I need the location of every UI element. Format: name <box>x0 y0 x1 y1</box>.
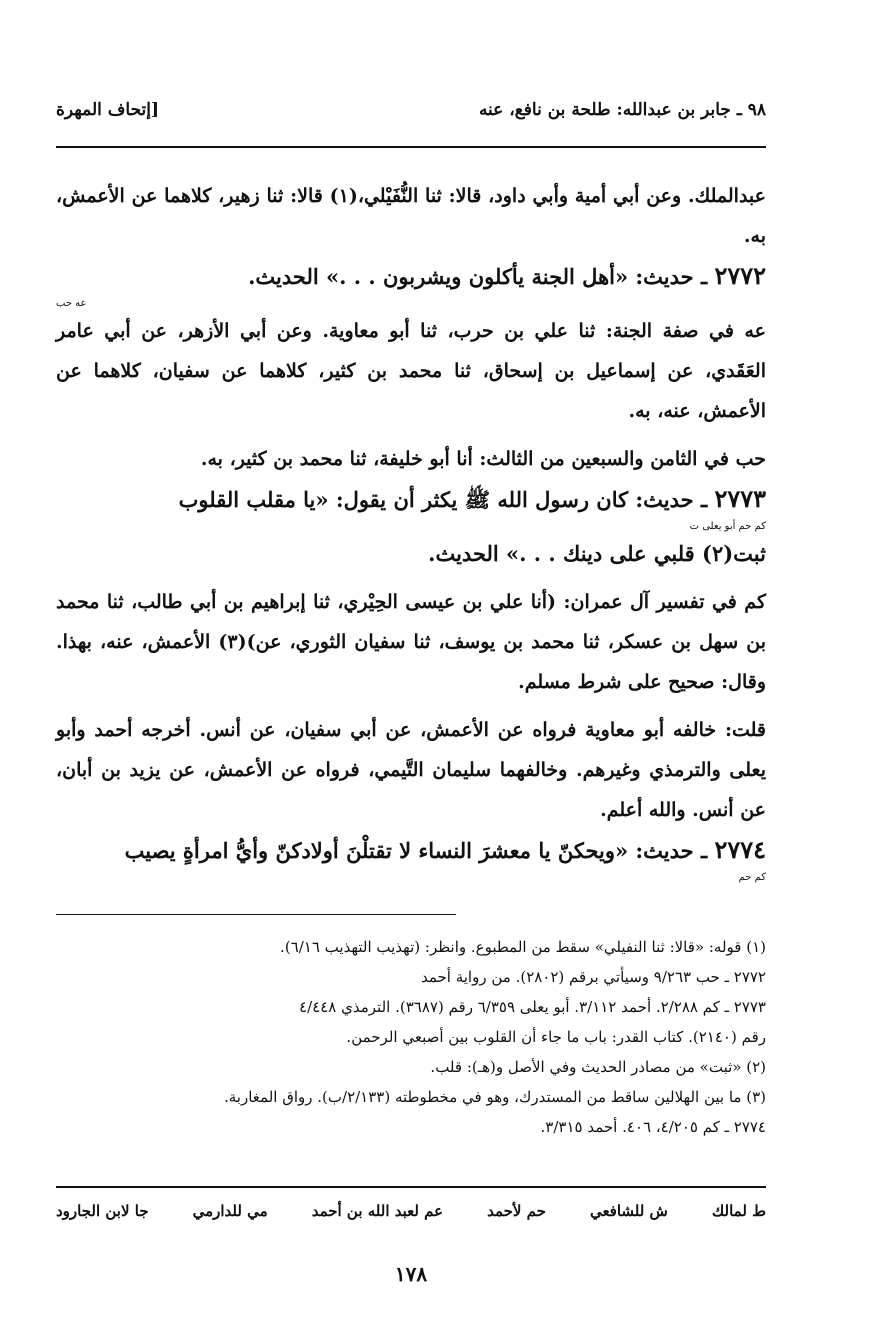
hadith-entry-2773-line2: ثبت(٢) قلبي على دينك . . .» الحديث. <box>428 541 766 566</box>
footnote-rule <box>56 914 456 915</box>
entry-number: ٢٧٧٢ <box>714 261 766 290</box>
abbreviation-item: حم لأحمد <box>487 1202 546 1220</box>
header-rule <box>56 146 766 148</box>
abbreviation-item: مي للدارمي <box>192 1202 268 1220</box>
hadith-entry-2774 <box>56 830 766 871</box>
book-title: [إتحاف المهرة <box>56 100 160 120</box>
page <box>56 0 766 1329</box>
paragraph-3: حب في الثامن والسبعين من الثالث: أنا أبو خليفة، ثنا محمد بن كثير، به. <box>200 448 766 470</box>
abbreviation-item: جا لابن الجارود <box>56 1202 149 1220</box>
entry-text: ـ حديث: كان رسول الله ﷺ يكثر أن يقول: «يا مقلب القلوب <box>178 487 708 512</box>
paragraph-4: كم في تفسير آل عمران: (أنا علي بن عيسى الحِيْري، ثنا إبراهيم بن أبي طالب، ثنا محمد بن سهل بن عسكر، ثنا محمد بن يوسف، ثنا سفيان الثوري، عن)(٣) الأعمش، عنه، بهذا. وقال: صحيح على شرط مسلم. <box>56 591 766 693</box>
running-header <box>56 100 766 130</box>
hadith-entry-2772 <box>56 256 766 297</box>
footnote: ٢٧٧٣ ـ كم ٢/٢٨٨. أحمد ٣/١١٢. أبو يعلى ٦/٣٥٩ رقم (٣٦٨٧). الترمذي ٤/٤٤٨ <box>299 998 766 1016</box>
entry-sigla-2772: عه حب <box>56 298 87 309</box>
hadith-entry-2773 <box>56 479 766 520</box>
abbreviation-item: عم لعبد الله بن أحمد <box>311 1202 444 1220</box>
footnote: ٢٧٧٢ ـ حب ٩/٢٦٣ وسيأتي برقم (٢٨٠٢). من رواية أحمد <box>420 968 766 986</box>
entry-text: ـ حديث: «أهل الجنة يأكلون ويشربون . . .» الحديث. <box>248 264 708 289</box>
footnote: (١) قوله: «قالا: ثنا النفيلي» سقط من المطبوع. وانظر: (تهذيب التهذيب ٦/١٦). <box>280 938 766 956</box>
main-text <box>56 176 766 885</box>
entry-sigla-2774: كم حم <box>738 872 766 883</box>
footnote: ٢٧٧٤ ـ كم ٤/٢٠٥، ٤٠٦. أحمد ٣/٣١٥. <box>540 1118 766 1136</box>
page-number: ١٧٨ <box>394 1262 428 1286</box>
footnotes <box>56 932 766 1142</box>
footnote: رقم (٢١٤٠). كتاب القدر: باب ما جاء أن القلوب بين أصبعي الرحمن. <box>346 1028 766 1046</box>
entry-number: ٢٧٧٣ <box>714 484 766 513</box>
entry-text: ـ حديث: «ويحكنّ يا معشرَ النساء لا تقتلْنَ أولادكنّ وأيُّ امرأةٍ يصيب <box>124 838 708 863</box>
running-title: ٩٨ ـ جابر بن عبدالله: طلحة بن نافع، عنه <box>478 100 766 120</box>
paragraph-2: عه في صفة الجنة: ثنا علي بن حرب، ثنا أبو معاوية. وعن أبي الأزهر، عن أبي عامر العَقَدي، عن إسماعيل بن إسحاق، ثنا محمد بن كثير، كلاهما عن سفيان، كلاهما عن الأعمش، عنه، به. <box>56 320 766 422</box>
paragraph-5: قلت: خالفه أبو معاوية فرواه عن الأعمش، عن أبي سفيان، عن أنس. أخرجه أحمد وأبو يعلى والترمذي وغيرهم. وخالفهما سليمان التَّيمي، فرواه عن الأعمش، عن يزيد بن أبان، عن أنس. والله أعلم. <box>56 719 766 821</box>
entry-number: ٢٧٧٤ <box>714 835 766 864</box>
abbreviation-item: ط لمالك <box>711 1202 766 1220</box>
abbreviation-item: ش للشافعي <box>589 1202 668 1220</box>
footnote: (٣) ما بين الهلالين ساقط من المستدرك، وهو في مخطوطته (٢/١٣٣/ب). رواق المغاربة. <box>223 1088 766 1106</box>
footnote: (٢) «ثبت» من مصادر الحديث وفي الأصل و(هـ): قلب. <box>430 1058 766 1076</box>
paragraph-1: عبدالملك. وعن أبي أمية وأبي داود، قالا: ثنا النُّفَيْلي،(١) قالا: ثنا زهير، كلاهما عن الأعمش، به. <box>56 185 766 247</box>
entry-sigla-2773: كم حم أبو يعلى ت <box>689 521 766 532</box>
abbreviation-key <box>56 1202 766 1220</box>
abbreviation-rule <box>56 1186 766 1188</box>
